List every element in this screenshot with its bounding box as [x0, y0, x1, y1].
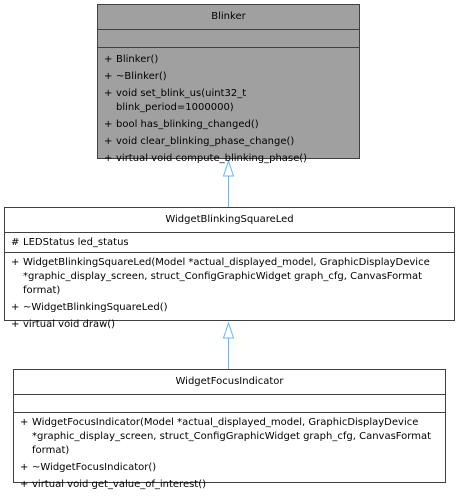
- class-box-widget-focus-indicator[interactable]: [13, 369, 446, 490]
- visibility-marker: +: [104, 54, 113, 65]
- operations-section: [14, 412, 445, 498]
- visibility-marker: +: [104, 71, 113, 82]
- operation-text: WidgetFocusIndicator(Model *actual_displayed_model, GraphicDisplayDevice *graphic_display_screen, struct_ConfigGraphicWidget graph_cfg, CanvasFormat format): [32, 417, 432, 456]
- visibility-marker: +: [104, 88, 113, 99]
- operation: [104, 53, 353, 67]
- class-name: Blinker: [211, 11, 246, 22]
- visibility-marker: +: [20, 417, 29, 428]
- visibility-marker: +: [20, 462, 29, 473]
- visibility-marker: #: [11, 237, 20, 248]
- attributes-section: [5, 232, 454, 252]
- operation-text: ~WidgetBlinkingSquareLed(): [23, 302, 168, 313]
- visibility-marker: +: [11, 302, 20, 313]
- operations-section: [5, 252, 454, 338]
- operation: [11, 318, 448, 332]
- operation: [104, 135, 353, 149]
- class-box-widget-blinking-square-led[interactable]: [4, 207, 455, 330]
- attributes-section: [14, 394, 445, 412]
- visibility-marker: +: [104, 136, 113, 147]
- visibility-marker: +: [11, 257, 20, 268]
- class-box-blinker[interactable]: [97, 4, 360, 164]
- operation-text: void set_blink_us(uint32_t blink_period=1000000): [116, 88, 247, 113]
- visibility-marker: +: [11, 319, 20, 330]
- operation: [104, 118, 353, 132]
- operation: [104, 87, 353, 115]
- operation: [11, 301, 448, 315]
- class-name: WidgetBlinkingSquareLed: [165, 214, 294, 225]
- operation-text: ~Blinker(): [116, 71, 167, 82]
- operation-text: virtual void compute_blinking_phase(): [116, 153, 308, 164]
- visibility-marker: +: [104, 119, 113, 130]
- operation-text: virtual void draw(): [23, 319, 116, 330]
- operation: [20, 416, 439, 458]
- operation-text: void clear_blinking_phase_change(): [116, 136, 295, 147]
- attributes-section: [98, 29, 359, 47]
- attribute-text: LEDStatus led_status: [23, 237, 129, 248]
- class-name: WidgetFocusIndicator: [175, 376, 284, 387]
- operation-text: bool has_blinking_changed(): [116, 119, 259, 130]
- operation: [20, 478, 439, 492]
- visibility-marker: +: [104, 153, 113, 164]
- operation-text: virtual void get_value_of_interest(): [32, 479, 207, 490]
- operations-section: [98, 47, 359, 172]
- operation: [11, 256, 448, 298]
- attribute: [11, 236, 448, 250]
- operation-text: ~WidgetFocusIndicator(): [32, 462, 157, 473]
- operation: [104, 152, 353, 166]
- operation: [20, 461, 439, 475]
- operation-text: WidgetBlinkingSquareLed(Model *actual_displayed_model, GraphicDisplayDevice *graphic_display_screen, struct_ConfigGraphicWidget graph_cfg, CanvasFormat format): [23, 257, 430, 296]
- operation-text: Blinker(): [116, 54, 159, 65]
- visibility-marker: +: [20, 479, 29, 490]
- operation: [104, 70, 353, 84]
